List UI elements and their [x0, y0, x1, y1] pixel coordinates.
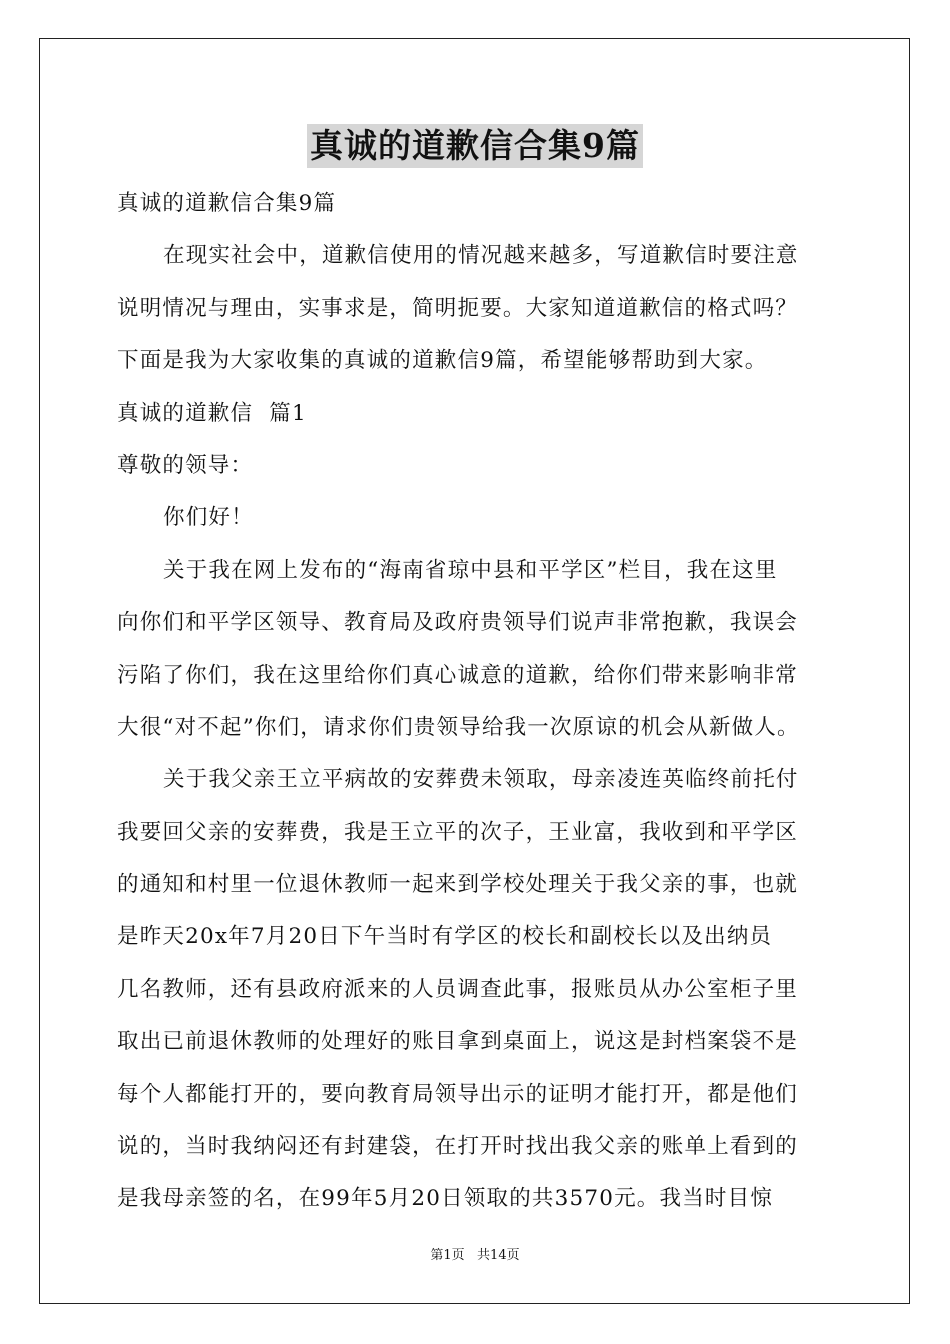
- document-title-text: 真诚的道歉信合集9篇: [307, 124, 643, 168]
- document-title: [0, 124, 950, 172]
- intro-line: 在现实社会中，道歉信使用的情况越来越多，写道歉信时要注意: [163, 243, 799, 269]
- subtitle-line: 真诚的道歉信合集9篇: [117, 191, 337, 216]
- page-footer: [0, 1246, 950, 1266]
- intro-line: 下面是我为大家收集的真诚的道歉信9篇，希望能够帮助到大家。: [117, 348, 768, 374]
- intro-line: 说明情况与理由，实事求是，简明扼要。大家知道道歉信的格式吗？: [117, 295, 799, 321]
- greeting: 你们好！: [163, 505, 254, 531]
- body1-line: 关于我在网上发布的“海南省琼中县和平学区”栏目，我在这里: [163, 557, 778, 583]
- body2-line: 说的，当时我纳闷还有封建袋，在打开时找出我父亲的账单上看到的: [117, 1134, 799, 1160]
- section-heading: 真诚的道歉信 篇1: [117, 400, 307, 426]
- body2-line: 是昨天20x年7月20日下午当时有学区的校长和副校长以及出纳员: [117, 924, 773, 950]
- document-body: [117, 178, 837, 1226]
- page-number-label: 第1页 共14页: [430, 1248, 520, 1263]
- body1-line: 向你们和平学区领导、教育局及政府贵领导们说声非常抱歉，我误会: [117, 610, 799, 636]
- body2-line: 每个人都能打开的，要向教育局领导出示的证明才能打开，都是他们: [117, 1081, 799, 1107]
- body2-line: 的通知和村里一位退休教师一起来到学校处理关于我父亲的事，也就: [117, 872, 799, 898]
- body2-line: 关于我父亲王立平病故的安葬费未领取，母亲凌连英临终前托付: [163, 767, 799, 793]
- salutation: 尊敬的领导：: [117, 452, 254, 478]
- body1-line: 大很“对不起”你们，请求你们贵领导给我一次原谅的机会从新做人。: [117, 714, 800, 740]
- body1-line: 污陷了你们，我在这里给你们真心诚意的道歉，给你们带来影响非常: [117, 662, 799, 688]
- body2-line: 是我母亲签的名，在99年5月20日领取的共3570元。我当时目惊: [117, 1186, 774, 1212]
- body2-line: 取出已前退休教师的处理好的账目拿到桌面上，说这是封档案袋不是: [117, 1029, 799, 1055]
- body2-line: 我要回父亲的安葬费，我是王立平的次子，王业富，我收到和平学区: [117, 819, 799, 845]
- body2-line: 几名教师，还有县政府派来的人员调查此事，报账员从办公室柜子里: [117, 976, 799, 1002]
